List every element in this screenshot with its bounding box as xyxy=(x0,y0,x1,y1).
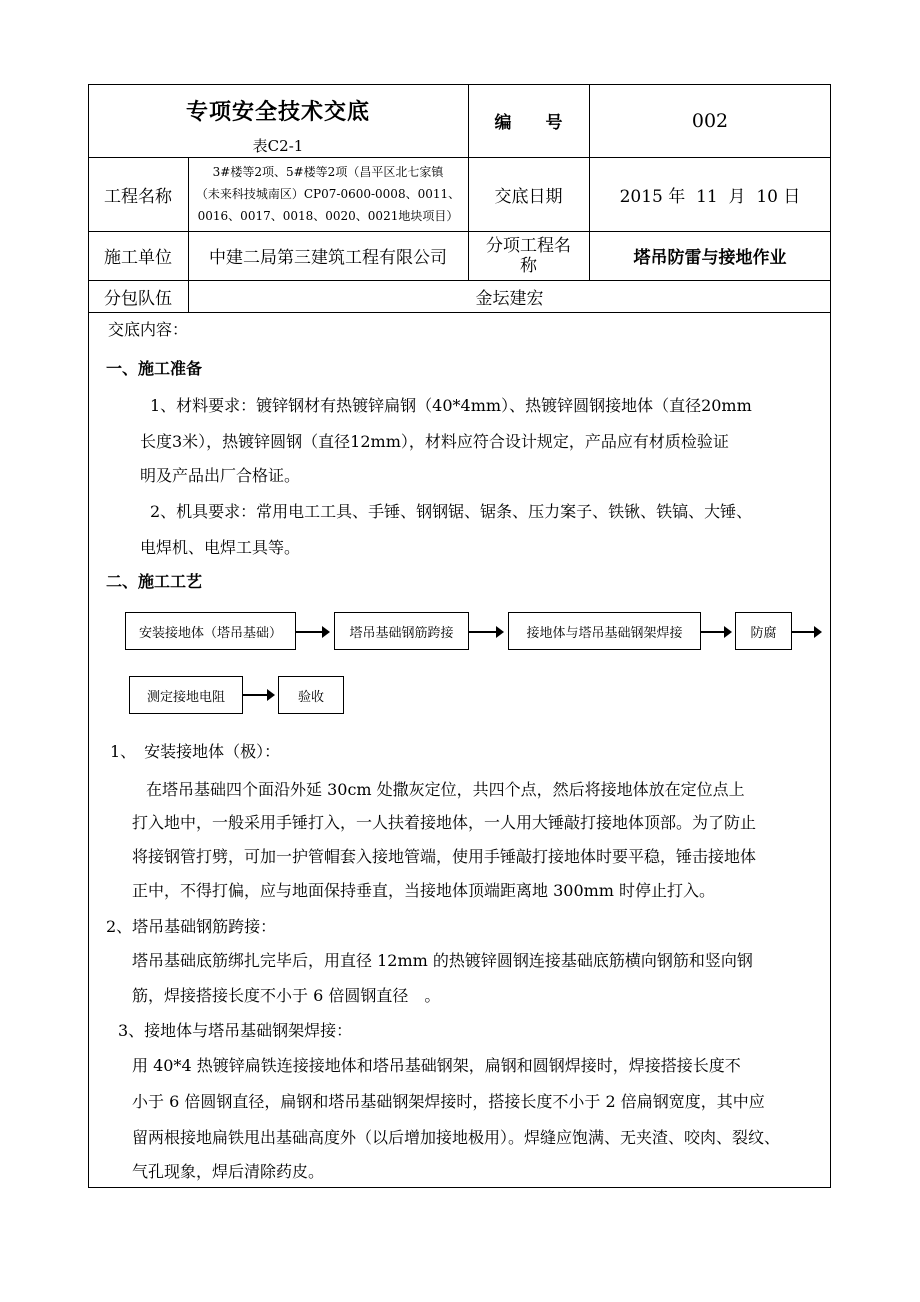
step-2-title: 2、塔吊基础钢筋跨接： xyxy=(106,917,277,936)
flow-step-install: 安装接地体（塔吊基础） xyxy=(125,612,296,650)
step-1-title: 1、 安装接地体（极）： xyxy=(110,742,281,761)
step-2-line: 筋，焊接搭接长度不小于 6 倍圆钢直径 。 xyxy=(132,986,441,1005)
flow-arrow xyxy=(243,694,273,696)
date-label: 交底日期 xyxy=(494,186,563,207)
sub-project-value: 塔吊防雷与接地作业 xyxy=(633,248,787,268)
step-1-line: 在塔吊基础四个面沿外延 30cm 处撒灰定位，共四个点，然后将接地体放在定位点上 xyxy=(146,780,745,799)
item-1-line: 1、材料要求：镀锌钢材有热镀锌扁钢（40*4mm）、热镀锌圆钢接地体（直径20mm xyxy=(150,396,752,415)
project-name-line: 0016、0017、0018、0020、0021地块项目） xyxy=(197,209,459,223)
project-name-value xyxy=(188,157,468,231)
step-1-line: 将接钢管打劈，可加一护管帽套入接地管端，使用手锤敲打接地体时要平稳，锤击接地体 xyxy=(132,847,757,866)
flow-arrow xyxy=(701,631,730,633)
step-3-line: 用 40*4 热镀锌扁铁连接接地体和塔吊基础钢架，扁钢和圆钢焊接时，焊接搭接长度不 xyxy=(132,1056,741,1075)
number-value: 002 xyxy=(691,109,729,132)
section-2-title: 二、施工工艺 xyxy=(106,572,203,591)
item-2-line: 2、机具要求：常用电工工具、手锤、钢钢锯、锯条、压力案子、铁锹、铁镐、大锤、 xyxy=(150,502,753,521)
section-1-title: 一、施工准备 xyxy=(106,359,203,378)
number-label: 编 号 xyxy=(494,113,563,133)
sub-project-label-line: 分项工程名 xyxy=(486,235,571,256)
date-value: 2015 年 11 月 10 日 xyxy=(619,186,801,207)
flow-step-measure: 测定接地电阻 xyxy=(129,676,243,714)
step-1-line: 正中，不得打偏，应与地面保持垂直，当接地体顶端距离地 300mm 时停止打入。 xyxy=(132,881,716,900)
item-1-line: 长度3米），热镀锌圆钢（直径12mm），材料应符合设计规定，产品应有材质检验证 xyxy=(140,432,729,451)
flow-step-anticorrosion: 防腐 xyxy=(735,612,792,650)
project-name-label: 工程名称 xyxy=(104,186,172,207)
item-2-line: 电焊机、电焊工具等。 xyxy=(140,538,301,557)
project-name-line: 3#楼等2项、5#楼等2项（昌平区北七家镇 xyxy=(212,165,444,179)
step-2-line: 塔吊基础底筋绑扎完毕后，用直径 12mm 的热镀锌圆钢连接基础底筋横向钢筋和竖向钢 xyxy=(132,951,753,970)
step-3-line: 留两根接地扁铁甩出基础高度外（以后增加接地极用）。焊缝应饱满、无夹渣、咬肉、裂纹、 xyxy=(132,1128,781,1147)
construction-unit-value: 中建二局第三建筑工程有限公司 xyxy=(209,248,447,268)
subcontract-label: 分包队伍 xyxy=(104,288,172,309)
subcontract-value: 金坛建宏 xyxy=(475,288,544,309)
item-1-line: 明及产品出厂合格证。 xyxy=(140,466,301,485)
document-title: 专项安全技术交底 xyxy=(185,98,370,125)
flow-step-acceptance: 验收 xyxy=(278,676,344,714)
flow-step-bridge: 塔吊基础钢筋跨接 xyxy=(334,612,469,650)
sub-project-label-line: 称 xyxy=(520,255,537,276)
content-intro: 交底内容： xyxy=(108,320,189,339)
flow-arrow xyxy=(469,631,502,633)
step-1-line: 打入地中，一般采用手锤打入，一人扶着接地体，一人用大锤敲打接地体顶部。为了防止 xyxy=(132,813,757,832)
step-3-title: 3、接地体与塔吊基础钢架焊接： xyxy=(118,1021,353,1040)
flow-step-weld: 接地体与塔吊基础钢架焊接 xyxy=(508,612,701,650)
form-number: 表C2-1 xyxy=(252,136,304,155)
step-3-line: 气孔现象，焊后清除药皮。 xyxy=(132,1162,325,1181)
construction-unit-label: 施工单位 xyxy=(104,248,172,268)
sub-project-label xyxy=(468,231,589,280)
project-name-line: （未来科技城南区）CP07-0600-0008、0011、 xyxy=(195,187,461,201)
flow-arrow xyxy=(296,631,328,633)
step-3-line: 小于 6 倍圆钢直径，扁钢和塔吊基础钢架焊接时，搭接长度不小于 2 倍扁钢宽度，其中应 xyxy=(132,1092,765,1111)
flow-arrow xyxy=(792,631,820,633)
row-divider xyxy=(88,312,831,313)
